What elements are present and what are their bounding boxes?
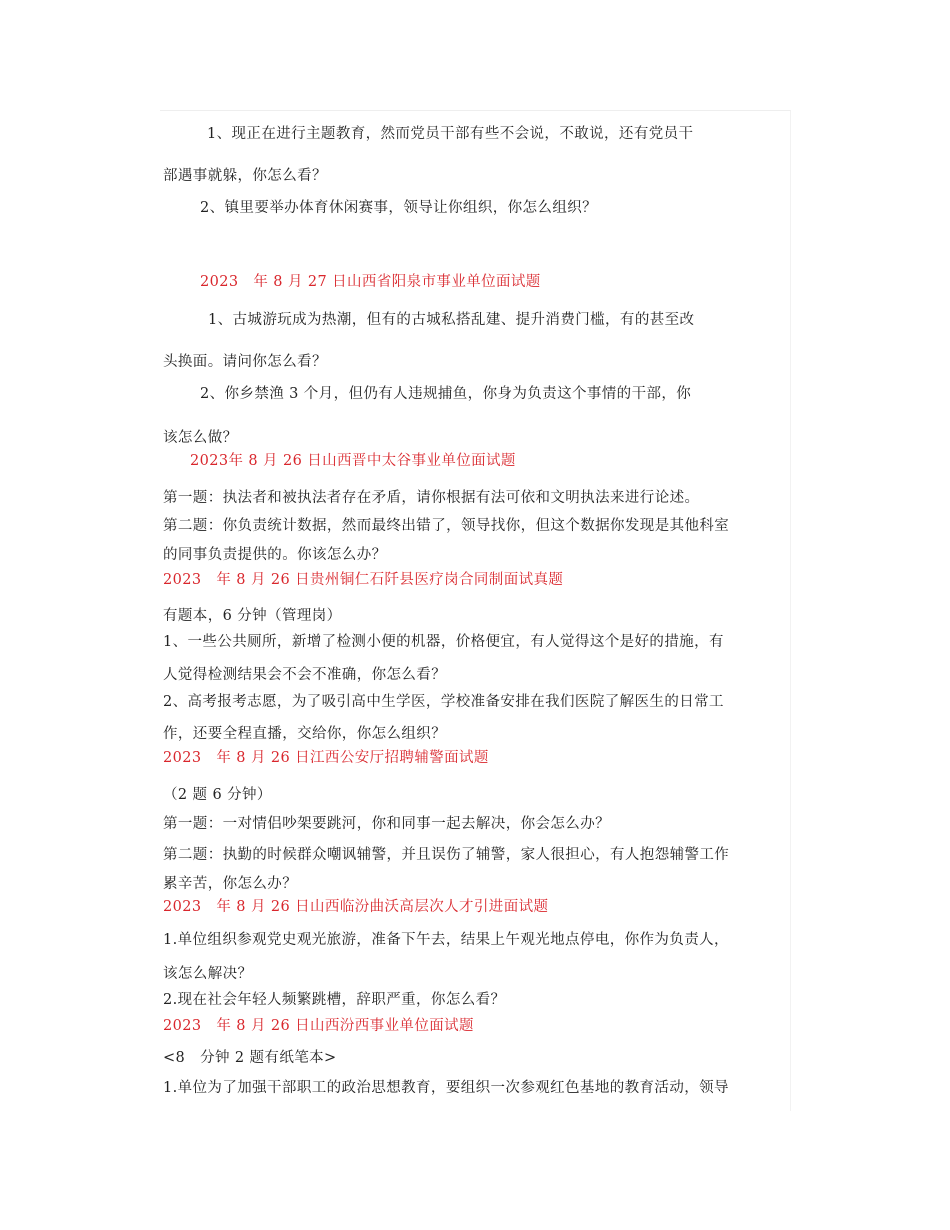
question-text: 部遇事就躲，你怎么看？ <box>163 168 327 184</box>
question-text: 2.现在社会年轻人频繁跳槽，辞职严重，你怎么看？ <box>163 992 506 1008</box>
question-text: 人觉得检测结果会不会不准确，你怎么看？ <box>163 667 447 683</box>
question-text: 头换面。请问你怎么看？ <box>163 354 327 370</box>
question-text: 2、你乡禁渔 3 个月，但仍有人违规捕鱼，你身为负责这个事情的干部，你 <box>200 386 692 402</box>
question-text: 该怎么做？ <box>163 430 238 446</box>
section-heading: 2023 年 8 月 26 日山西临汾曲沃高层次人才引进面试题 <box>163 899 549 915</box>
question-text: （2 题 6 分钟） <box>163 787 272 803</box>
question-text: 的同事负责提供的。你该怎么办？ <box>163 547 387 563</box>
section-heading: 2023 年 8 月 27 日山西省阳泉市事业单位面试题 <box>200 274 541 290</box>
question-text: 1.单位组织参观党史观光旅游，准备下午去，结果上午观光地点停电，你作为负责人， <box>163 932 729 948</box>
question-text: 累辛苦，你怎么办？ <box>163 876 298 892</box>
question-text: 2、高考报考志愿，为了吸引高中生学医，学校准备安排在我们医院了解医生的日常工 <box>163 694 724 710</box>
section-heading: 2023 年 8 月 26 日贵州铜仁石阡县医疗岗合同制面试真题 <box>163 572 564 588</box>
question-text: 2、镇里要举办体育休闲赛事，领导让你组织，你怎么组织？ <box>200 200 598 216</box>
question-text: 该怎么解决？ <box>163 966 253 982</box>
question-text: <8 分钟 2 题有纸笔本> <box>163 1050 337 1066</box>
question-text: 1.单位为了加强干部职工的政治思想教育，要组织一次参观红色基地的教育活动，领导 <box>163 1080 729 1096</box>
section-heading: 2023 年 8 月 26 日江西公安厅招聘辅警面试题 <box>163 750 489 766</box>
question-text: 第二题：你负责统计数据，然而最终出错了，领导找你，但这个数据你发现是其他科室 <box>163 518 730 534</box>
question-text: 第二题：执勤的时候群众嘲讽辅警，并且误伤了辅警，家人很担心，有人抱怨辅警工作 <box>163 847 730 863</box>
question-text: 第一题：执法者和被执法者存在矛盾，请你根据有法可依和文明执法来进行论述。 <box>163 490 700 506</box>
section-heading: 2023 年 8 月 26 日山西汾西事业单位面试题 <box>163 1018 474 1034</box>
question-text: 作，还要全程直播，交给你，你怎么组织？ <box>163 726 447 742</box>
section-heading: 2023年 8 月 26 日山西晋中太谷事业单位面试题 <box>190 453 516 469</box>
question-text: 有题本，6 分钟（管理岗） <box>163 608 342 624</box>
question-text: 1、一些公共厕所，新增了检测小便的机器，价格便宜，有人觉得这个是好的措施，有 <box>163 634 724 650</box>
question-text: 第一题：一对情侣吵架要跳河，你和同事一起去解决，你会怎么办？ <box>163 816 610 832</box>
question-text: 1、现正在进行主题教育，然而党员干部有些不会说，不敢说，还有党员干 <box>207 126 694 142</box>
question-text: 1、古城游玩成为热潮，但有的古城私搭乱建、提升消费门槛，有的甚至改 <box>208 312 695 328</box>
